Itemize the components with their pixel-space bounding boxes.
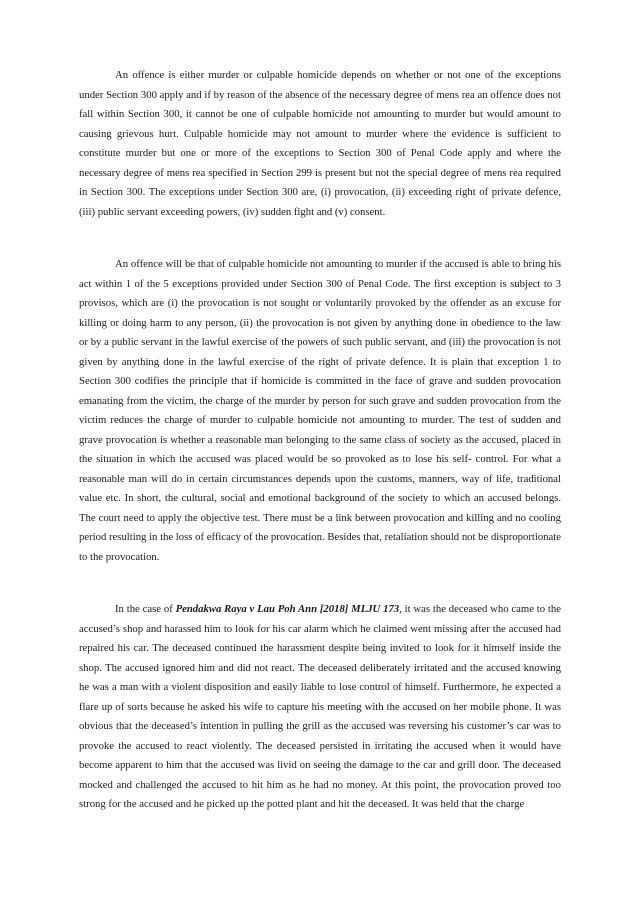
- paragraph-exceptions-overview: An offence is either murder or culpable homicide depends on whether or not one of the exceptions under Section 300 apply and if by reason of the absence of the necessary degree of mens rea an offence does not fall within Section 300, it cannot be one of culpable homicide not amounting to murder but would amount to causing grievous hurt. Culpable homicide may not amount to murder where the evidence is sufficient to constitute murder but one or more of the exceptions to Section 300 of Penal Code apply and where the necessary degree of mens rea specified in Section 299 is present but not the special degree of mens rea required in Section 300. The exceptions under Section 300 are, (i) provocation, (ii) exceeding right of private defence, (iii) public servant exceeding powers, (iv) sudden fight and (v) consent.: [79, 69, 561, 218]
- case-intro-text: In the case of: [115, 603, 176, 615]
- paragraph-case-discussion: [79, 600, 561, 815]
- paragraph-provocation-exception: An offence will be that of culpable homicide not amounting to murder if the accused is able to bring his act within 1 of the 5 exceptions provided under Section 300 of Penal Code. The first exception is subject to 3 provisos, which are (i) the provocation is not sought or voluntarily provoked by the offender as an excuse for killing or doing harm to any person, (ii) the provocation is not given by anything done in obedience to the law or by a public servant in the lawful exercise of the powers of such public servant, and (iii) the provocation is not given by anything done in the lawful exercise of the right of private defence. It is plain that exception 1 to Section 300 codifies the principle that if homicide is committed in the face of grave and sudden provocation emanating from the victim, the charge of the murder by person for such grave and sudden provocation from the victim reduces the charge of murder to culpable homicide not amounting to murder. The test of sudden and grave provocation is whether a reasonable man belonging to the same class of society as the accused, placed in the situation in which the accused was placed would be so provoked as to lose his self- control. For what a reasonable man will do in certain circumstances depends upon the customs, manners, way of life, traditional value etc. In short, the cultural, social and emotional background of the society to which an accused belongs. The court need to apply the objective test. There must be a link between provocation and killing and no cooling period resulting in the loss of efficacy of the provocation. Besides that, retaliation should not be disproportionate to the provocation.: [79, 258, 561, 563]
- document-page: [79, 66, 561, 815]
- case-citation: Pendakwa Raya v Lau Poh Ann [2018] MLJU 173: [175, 603, 400, 615]
- case-body-text: , it was the deceased who came to the accused’s shop and harassed him to look for his car alarm which he claimed went missing after the accused had repaired his car. The deceased continued the harassment despite being invited to look for it himself inside the shop. The accused ignored him and did not react. The deceased deliberately irritated and the accused knowing he was a man with a violent disposition and easily liable to lose control of himself. Furthermore, he expected a flare up of sorts because he asked his wife to capture his meeting with the accused on her mobile phone. It was obvious that the deceased’s intention in pulling the grill as the accused was reversing his customer’s car was to provoke the accused to react violently. The deceased persisted in irritating the accused when it would have become apparent to him that the accused was livid on seeing the damage to the car and grill door. The deceased mocked and challenged the accused to hit him as he had no money. At this point, the provocation proved too strong for the accused and he picked up the potted plant and hit the deceased. It was held that the charge: [79, 603, 561, 810]
